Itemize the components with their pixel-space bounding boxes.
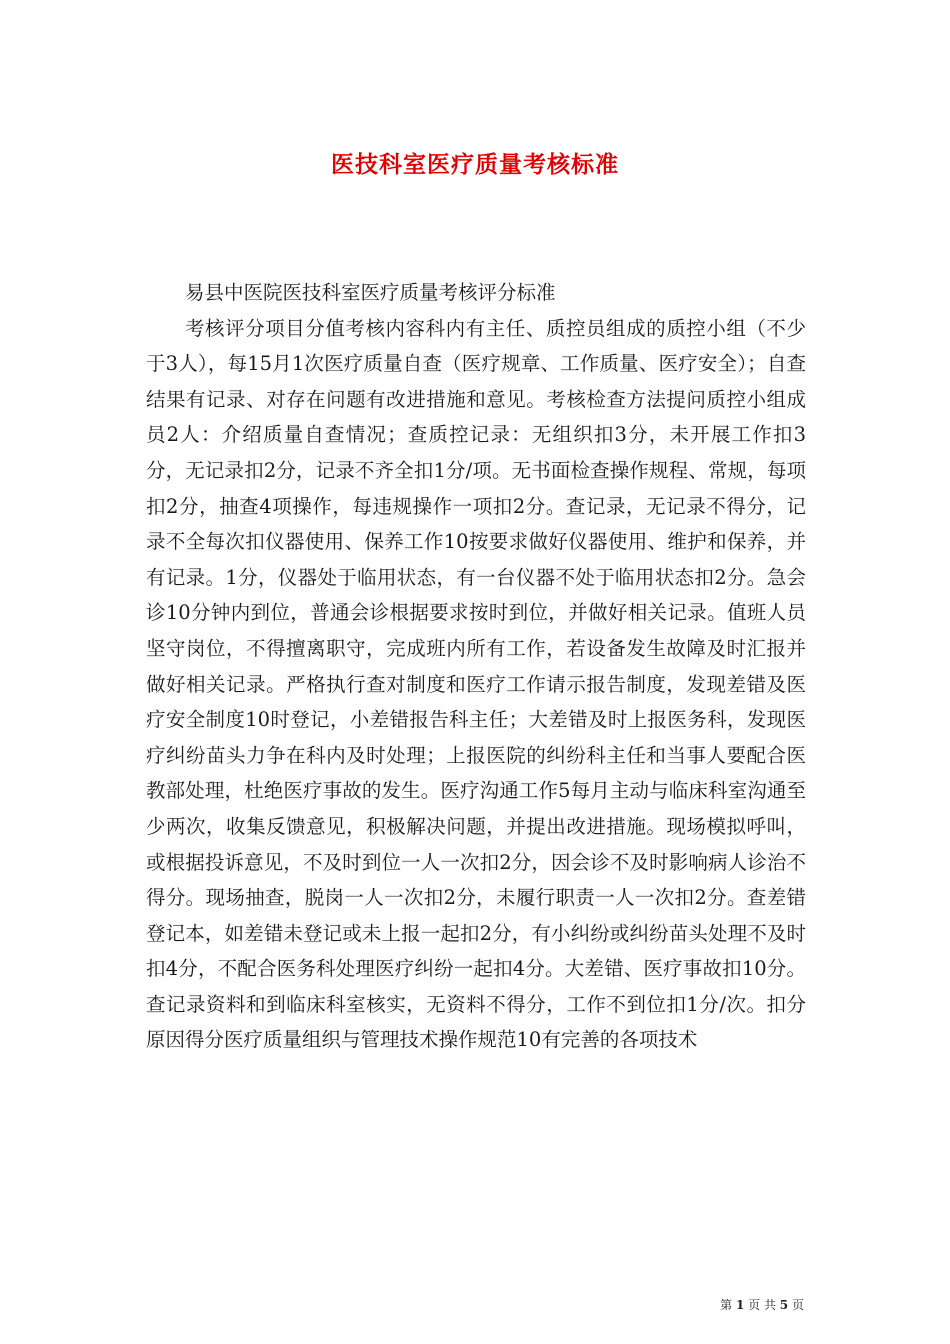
document-title: 医技科室医疗质量考核标准	[331, 151, 619, 179]
document-body	[146, 275, 806, 1058]
footer-current-page: 1	[735, 1298, 745, 1312]
footer-prefix: 第	[720, 1298, 733, 1312]
subtitle-paragraph: 易县中医院医技科室医疗质量考核评分标准	[185, 281, 556, 304]
footer-total-pages: 5	[779, 1298, 789, 1312]
page-footer	[720, 1297, 804, 1313]
body-paragraph: 考核评分项目分值考核内容科内有主任、质控员组成的质控小组（不少于3人），每15月1次医疗质量自查（医疗规章、工作质量、医疗安全）；自查结果有记录、对存在问题有改进措施和意见。考核检查方法提问质控小组成员2人：介绍质量自查情况；查质控记录：无组织扣3分，未开展工作扣3分，无记录扣2分，记录不齐全扣1分/项。无书面检查操作规程、常规，每项扣2分，抽查4项操作，每违规操作一项扣2分。查记录，无记录不得分，记录不全每次扣仪器使用、保养工作10按要求做好仪器使用、维护和保养，并有记录。1分，仪器处于临用状态，有一台仪器不处于临用状态扣2分。急会诊10分钟内到位，普通会诊根据要求按时到位，并做好相关记录。值班人员坚守岗位，不得擅离职守，完成班内所有工作，若设备发生故障及时汇报并做好相关记录。严格执行查对制度和医疗工作请示报告制度，发现差错及医疗安全制度10时登记，小差错报告科主任；大差错及时上报医务科，发现医疗纠纷苗头力争在科内及时处理；上报医院的纠纷科主任和当事人要配合医教部处理，杜绝医疗事故的发生。医疗沟通工作5每月主动与临床科室沟通至少两次，收集反馈意见，积极解决问题，并提出改进措施。现场模拟呼叫，或根据投诉意见，不及时到位一人一次扣2分，因会诊不及时影响病人诊治不得分。现场抽查，脱岗一人一次扣2分，未履行职责一人一次扣2分。查差错登记本，如差错未登记或未上报一起扣2分，有小纠纷或纠纷苗头处理不及时扣4分，不配合医务科处理医疗纠纷一起扣4分。大差错、医疗事故扣10分。查记录资料和到临床科室核实，无资料不得分，工作不到位扣1分/次。扣分原因得分医疗质量组织与管理技术操作规范10有完善的各项技术	[146, 316, 806, 1052]
footer-suffix: 页	[791, 1298, 804, 1312]
footer-middle: 页 共	[748, 1298, 776, 1312]
